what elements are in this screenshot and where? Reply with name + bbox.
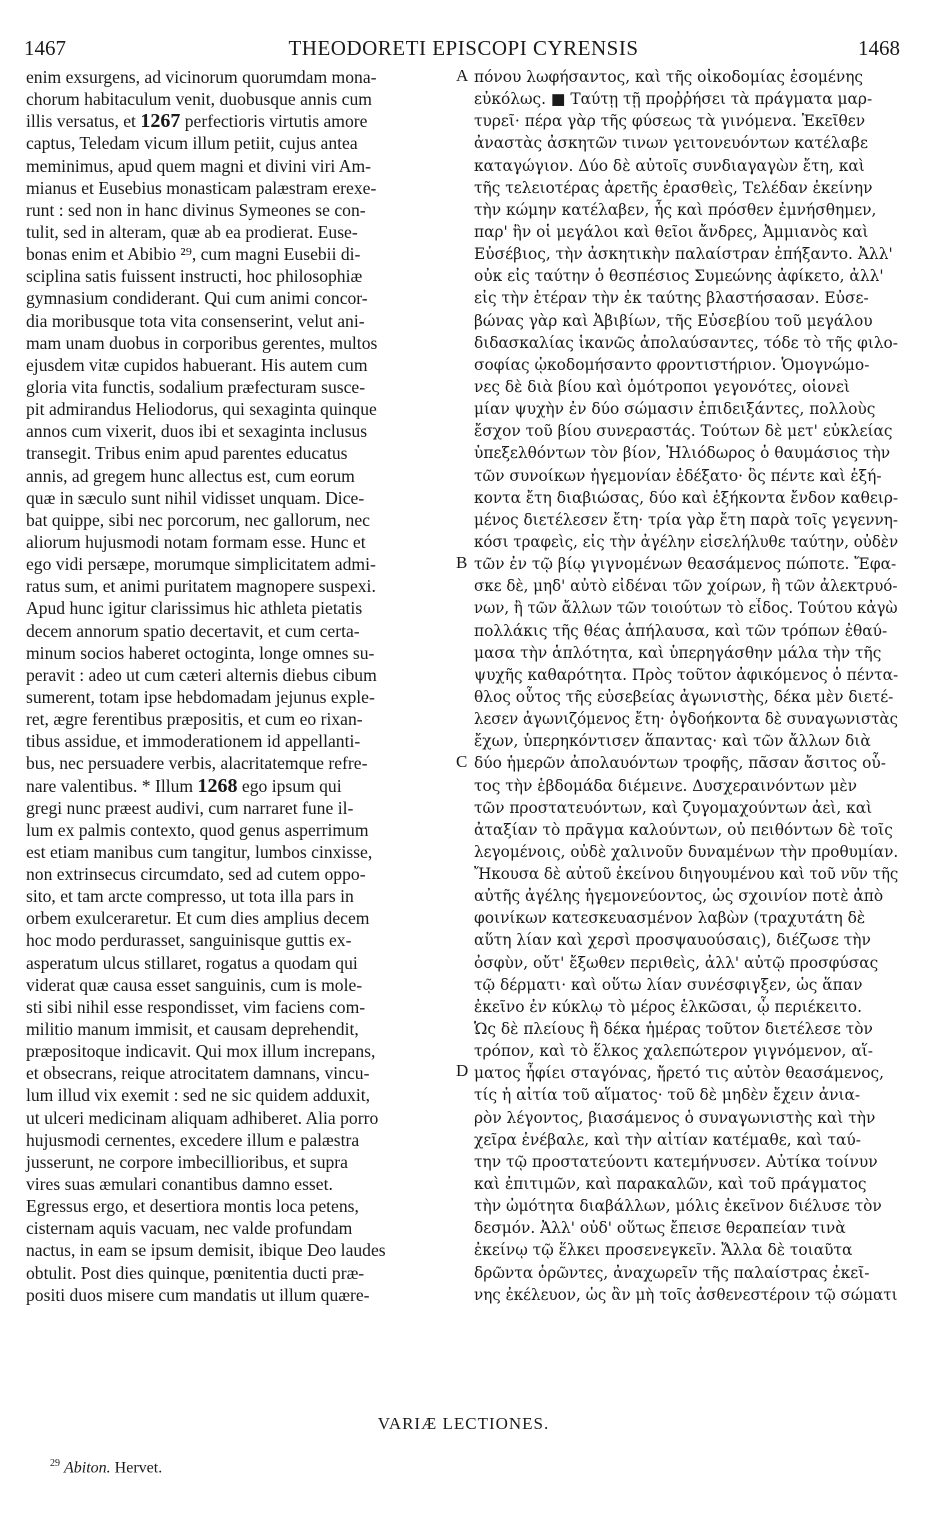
latin-text-line: obtulit. Post dies quinque, pœnitentia ducti præ-: [26, 1262, 365, 1283]
latin-text-line: ego vidi persæpe, morumque simplicitatem admi-: [26, 554, 376, 575]
latin-text-line: lum ex palmis contexto, quod genus asperrimum: [26, 819, 369, 840]
greek-text-line: χεῖρα ἐνέβαλε, καὶ τὴν αἰτίαν κατέμαθε, καὶ ταύ-: [474, 1130, 861, 1149]
greek-text-line: αὕτη λίαν καὶ χερσὶ προσψαυούσαις), διέζωσε τὴν: [474, 931, 871, 950]
greek-text-line: τίς ἡ αἰτία τοῦ αἵματος· τοῦ δὲ μηδὲν ἔχειν ἀνια-: [474, 1086, 861, 1105]
latin-text-line: mam unam duobus in corporibus gerentes, multos: [26, 332, 378, 353]
greek-text-line: θλος οὗτος τῆς εὐσεβείας ἀγωνιστὴς, δέκα μὲν διετέ-: [474, 687, 894, 706]
greek-text-line: ἐκείνῳ τῷ ἕλκει προσενεγκεῖν. Ἄλλα δὲ τοιαῦτα: [474, 1241, 853, 1260]
latin-text-line: tibus assidue, et immoderationem id appellanti-: [26, 731, 361, 752]
latin-text-line: vires suas æmulari conantibus damno esset.: [26, 1174, 333, 1195]
latin-text-line: sumerent, totam ipse hebdomadam jejunus exple-: [26, 686, 375, 707]
greek-text-line: βώνας γὰρ καὶ Ἀβιβίων, τῆς Εὐσεβίου τοῦ μεγάλου: [474, 311, 873, 330]
section-marker-a: A: [456, 66, 469, 85]
greek-text-line: λεσεν ἀγωνιζόμενος ἔτη· ὀγδοήκοντα δὲ συναγωνιστὰς: [474, 710, 898, 729]
greek-text-line: Ὡς δὲ πλείους ἢ δέκα ἡμέρας τοῦτον διετέλεσε τὸν: [474, 1020, 873, 1039]
latin-text-line: hujusmodi cernentes, excedere illum e palæstra: [26, 1129, 360, 1150]
greek-text-line: ἀταξίαν τὸ πρᾶγμα καλούντων, οὐ πειθόντων δὲ τοῖς: [474, 820, 893, 839]
latin-text-line: orbem exulceraretur. Et cum dies amplius decem: [26, 908, 370, 929]
latin-text-line: gymnasium condiderant. Qui cum animi concor-: [26, 288, 368, 309]
greek-text-line: τὴν ὠμότητα διαβάλλων, μόλις ἐκεῖνον διέλυσε τὸν: [474, 1197, 882, 1216]
latin-text-line: Egressus ergo, et desertiora montis loca petens,: [26, 1196, 359, 1217]
latin-text-line: est etiam manibus cum tangitur, lumbos cinxisse,: [26, 841, 373, 862]
latin-text-line: enim exsurgens, ad vicinorum quorumdam mona-: [26, 67, 377, 87]
greek-text-line: την τῷ προστατεύοντι κατεμήνυσεν. Αὐτίκα τοίνυν: [474, 1152, 878, 1171]
footnote-source: Hervet.: [114, 1459, 163, 1477]
variae-lectiones-heading: VARIÆ LECTIONES.: [377, 1414, 550, 1433]
page-number-left: 1467: [24, 36, 66, 60]
greek-text-line: πολλάκις τῆς θέας ἀπήλαυσα, καὶ τῶν τρόπων ἐθαύ-: [474, 621, 888, 640]
greek-text-line: πόνου λωφήσαντος, καὶ τῆς οἰκοδομίας ἐσομένης: [474, 68, 864, 86]
greek-text-line: νων, ἢ τῶν ἄλλων τῶν τοιούτων τὸ εἶδος. Τούτου κἀγὼ: [474, 599, 898, 618]
greek-text-line: εἰς τὴν ἑτέραν τὴν ἐκ ταύτης βλαστήσασαν. Εὐσε-: [474, 289, 869, 308]
footnote: [50, 1458, 162, 1477]
latin-text-line: et obsecrans, reique atrocitatem damnans, vincu-: [26, 1063, 370, 1084]
latin-text-line: sito, et tam arcte compresso, ut tota illa pars in: [26, 886, 354, 907]
greek-text-line: τὴν κώμην κατέλαβεν, ἧς καὶ πρόσθεν ἐμνήσθημεν,: [474, 200, 877, 219]
greek-text-line: δύο ἡμερῶν ἀπολαυόντων τροφῆς, πᾶσαν ἄσιτος οὗ-: [474, 754, 886, 773]
greek-text-line: ἀναστὰς ἀσκητῶν τινων γειτονευόντων κατέλαβε: [474, 134, 868, 153]
latin-text-line: lum illud vix exemit : sed ne sic quidem adduxit,: [26, 1085, 371, 1106]
page-header: [0, 36, 927, 62]
greek-text-line: κόσι τραφεὶς, εἰς τὴν ἀγέλην εἰσελήλυθε ταύτην, οὐδὲν: [474, 532, 899, 551]
section-marker-d: D: [456, 1061, 469, 1080]
latin-column: [26, 66, 452, 1306]
latin-text-line: jusserunt, ne corpore imbecillioribus, et supra: [26, 1151, 348, 1172]
latin-text-line: sciplina satis fuissent instructi, hoc philosophiæ: [26, 266, 363, 287]
greek-text-line: τῶν συνοίκων ἡγεμονίαν ἐδέξατο· ὃς πέντε καὶ ἑξή-: [474, 466, 882, 485]
latin-text-line: nactus, in eam se ipsum demisit, ibique Deo laudes: [26, 1240, 386, 1261]
greek-text-line: λεγομένοις, οὐδὲ χαλινοῦν δυναμένων τὴν προθυμίαν.: [474, 842, 899, 861]
greek-text-line: ἔχων, ὑπερηκόντισεν ἅπαντας· καὶ τῶν ἄλλων διὰ: [474, 732, 871, 751]
latin-text-line: pit admirandus Heliodorus, qui sexaginta quinque: [26, 399, 377, 420]
latin-text-line: ut ulceri medicinam aliquam adhiberet. Alia porro: [26, 1107, 379, 1128]
latin-text-line: gloria vita functis, sodalium præfecturam susce-: [26, 376, 366, 397]
latin-text-line: præpositoque indicavit. Qui mox illum increpans,: [26, 1041, 376, 1062]
greek-text-line: ψυχῆς καθαρότητα. Πρὸς τοῦτον ἀφικόμενος ὁ πέντα-: [474, 665, 899, 684]
greek-text-line: σκε δὲ, μηδ' αὐτὸ εἰδέναι τῶν χοίρων, ἢ τῶν ἀλεκτρυό-: [474, 577, 898, 596]
greek-text-line: τρόπον, καὶ τὸ ἕλκος χαλεπώτερον γιγνόμενον, αἵ-: [474, 1042, 873, 1061]
latin-text-line: gregi nunc præest audivi, cum narraret fune il-: [26, 797, 354, 818]
latin-text-line: annis, ad gregem hunc allectus est, cum eorum: [26, 465, 355, 486]
latin-text-line: sti sibi nihil esse respondisset, vim faciens com-: [26, 996, 366, 1017]
latin-text-line: militio manum immisit, et causam deprehendit,: [26, 1019, 359, 1040]
latin-text-line: tulit, sed in alteram, quæ ab ea prodierat. Euse-: [26, 221, 358, 242]
latin-text-line: hoc modo perdurasset, sanguinisque guttis ex-: [26, 930, 352, 951]
greek-text-line: διδασκαλίας ἱκανῶς ἀπολαύσαντες, τόδε τὸ τῆς φιλο-: [474, 333, 898, 352]
latin-text-line: mianus et Eusebius monasticam palæstram erexe-: [26, 177, 377, 198]
footnote-number: 29: [50, 1458, 60, 1469]
greek-text-line: μασα τὴν ἁπλότητα, καὶ ὑπερηγάσθην μάλα τὴν τῆς: [474, 643, 882, 662]
latin-text-line: bonas enim et Abibio ²⁹, cum magni Eusebii di-: [26, 244, 361, 265]
greek-text-line: παρ' ἣν οἱ μεγάλοι καὶ θεῖοι ἄνδρες, Ἀμμιανὸς καὶ: [474, 222, 869, 241]
greek-text-line: δεσμόν. Ἀλλ' οὐδ' οὕτως ἔπεισε θεραπείαν τινὰ: [474, 1219, 846, 1238]
latin-text-line: ratus sum, et animi puritatem magnopere suspexi.: [26, 576, 376, 597]
latin-text-line: ejusdem vitæ cupidos habuerant. His autem cum: [26, 354, 368, 375]
latin-text-line: aliorum hujusmodi notam formam esse. Hunc et: [26, 531, 366, 552]
latin-text-line: non extrinsecus circumdato, sed ad cutem oppo-: [26, 864, 366, 885]
greek-text-line: ρὸν λέγοντος, βιασάμενος ὁ συναγωνιστὴς καὶ τὴν: [474, 1108, 876, 1127]
section-marker-b: B: [456, 553, 468, 572]
latin-text-line: dia moribusque tota vita consenserint, velut ani-: [26, 310, 365, 331]
greek-text-line: μίαν ψυχὴν ἐν δύο σώμασιν ἐπιδειξάντες, πολλοὺς: [474, 400, 876, 419]
greek-text-line: νες δὲ διὰ βίου καὶ ὁμότροποι γεγονότες, οἱονεὶ: [474, 377, 850, 396]
latin-text-line: asperatum ulcus stillaret, rogatus a quodam qui: [26, 952, 358, 973]
greek-text-line: κοντα ἔτη διαβιώσας, δύο καὶ ἑξήκοντα ἔνδον καθειρ-: [474, 488, 899, 507]
latin-text-line: annos cum vixerit, duos ibi et sexaginta inclusus: [26, 421, 368, 442]
latin-text-line: quæ in sæculo sunt nihil vidisset unquam. Dice-: [26, 487, 365, 508]
greek-text-line: τος τὴν ἑβδομάδα διέμεινε. Δυσχεραινόντων μὲν: [474, 776, 857, 795]
greek-text-line: ματος ἧφίει σταγόνας, ἤρετό τις αὐτὸν θεασάμενος,: [474, 1064, 885, 1083]
latin-text-line: decem annorum spatio decertavit, et cum certa-: [26, 620, 360, 641]
latin-text-line: peravit : adeo ut cum cæteri alternis diebus cibum: [26, 664, 377, 685]
greek-column: [474, 66, 898, 1306]
latin-text-line: illis versatus, et 1267 perfectioris virtutis amore: [26, 110, 368, 133]
greek-text-line: ἐκεῖνο ἐν κύκλῳ τὸ μέρος ἑλκῶσαι, ᾧ περιέκειτο.: [474, 997, 862, 1016]
latin-text-line: transegit. Tribus enim apud parentes educatus: [26, 443, 348, 464]
greek-text-line: τυρεῖ· πέρα γὰρ τῆς φύσεως τὰ γινόμενα. Ἐκεῖθεν: [474, 112, 866, 131]
greek-text-line: Εὐσέβιος, τὴν ἀσκητικὴν παλαίστραν ἐπήξαντο. Ἀλλ': [474, 245, 893, 264]
greek-text-line: Ἤκουσα δὲ αὐτοῦ ἐκείνου διηγουμένου καὶ τοῦ νῦν τῆς: [474, 865, 899, 884]
latin-text-line: cisternam aquis vacuam, nec valde profundam: [26, 1218, 353, 1239]
latin-text-line: minum socios haberet octoginta, longe omnes su-: [26, 642, 375, 663]
greek-text-line: εὐκόλως. ■ Ταύτῃ τῇ προῤῥήσει τὰ πράγματα μαρ-: [474, 90, 873, 109]
latin-text-line: Apud hunc igitur clarissimus hic athleta pietatis: [26, 598, 363, 619]
latin-text-line: meminimus, apud quem magni et divini viri Am-: [26, 155, 371, 176]
latin-text-line: runt : sed non in hanc divinus Symeones se con-: [26, 199, 366, 220]
greek-text-line: ὀσφὺν, οὔτ' ἔξωθεν περιθεὶς, ἀλλ' αὐτῷ προσφύσας: [474, 953, 879, 972]
greek-text-line: τῷ δέρματι· καὶ οὕτω λίαν συνέσφιγξεν, ὡς ἅπαν: [474, 975, 863, 994]
page-number-right: 1468: [858, 36, 900, 60]
section-marker-c: C: [456, 752, 468, 771]
greek-text-line: ἔσχον τοῦ βίου συνεραστάς. Τούτων δὲ μετ' εὐκλείας: [474, 422, 893, 441]
greek-text-line: φοινίκων κατεσκευασμένον λαβὼν (τραχυτάτη δὲ: [474, 909, 866, 928]
greek-text-line: καταγώγιον. Δύο δὲ αὐτοῖς συνδιαγαγὼν ἔτη, καὶ: [474, 156, 865, 175]
greek-text-line: τῶν προστατευόντων, καὶ ζυγομαχούντων ἀεὶ, καὶ: [474, 798, 873, 817]
latin-text-line: bat quippe, sibi nec porcorum, nec gallorum, nec: [26, 509, 370, 530]
latin-text-line: positi duos misere cum mandatis ut illum quære-: [26, 1284, 370, 1305]
greek-text-line: νης ἐκέλευον, ὡς ἂν μὴ τοῖς ἀσθενεστέροιν τῷ σώματι: [474, 1285, 898, 1304]
latin-text-line: nare valentibus. * Illum 1268 ego ipsum qui: [26, 774, 342, 797]
greek-text-line: μένος διετέλεσεν ἔτη· τρία γὰρ ἔτη παρὰ τοῖς γεγεννη-: [474, 510, 899, 529]
greek-text-line: αὐτῆς ἀγέλης ἡγεμονεύοντος, ὡς σχοινίον ποτὲ ἀπὸ: [474, 887, 884, 906]
greek-text-line: δρῶντα ὁρῶντες, ἀναχωρεῖν τῆς παλαίστρας ἐκεῖ-: [474, 1263, 870, 1282]
greek-text-line: σοφίας ᾠκοδομήσαντο φροντιστήριον. Ὁμογνώμο-: [474, 355, 870, 374]
running-title: THEODORETI EPISCOPI CYRENSIS: [288, 36, 639, 60]
latin-text-line: bus, nec persuadere verbis, alacritatemque refre-: [26, 753, 368, 774]
greek-text-line: οὐκ εἰς ταύτην ὁ θεσπέσιος Συμεώνης ἀφίκετο, ἀλλ': [474, 267, 884, 286]
latin-text-line: ret, ægre ferentibus præpositis, et cum eo rixan-: [26, 709, 363, 730]
footnote-variant: Abiton.: [64, 1459, 111, 1477]
latin-text-line: captus, Teledam vicum illum petiit, cujus antea: [26, 133, 358, 154]
greek-text-line: τῆς τελειοτέρας ἀρετῆς ἐρασθεὶς, Τελέδαν ἐκείνην: [474, 178, 873, 197]
latin-text-line: viderat quæ causa esset sanguinis, cum is mole-: [26, 974, 363, 995]
latin-text-line: chorum habitaculum venit, duobusque annis cum: [26, 89, 372, 110]
greek-text-line: καὶ ἐπιτιμῶν, καὶ παρακαλῶν, καὶ τοῦ πράγματος: [474, 1175, 867, 1194]
greek-text-line: ὑπεξελθόντων τὸν βίον, Ἡλιόδωρος ὁ θαυμάσιος τὴν: [474, 444, 891, 463]
greek-text-line: τῶν ἐν τῷ βίῳ γιγνομένων θεασάμενος πώποτε. Ἔφα-: [474, 555, 897, 574]
